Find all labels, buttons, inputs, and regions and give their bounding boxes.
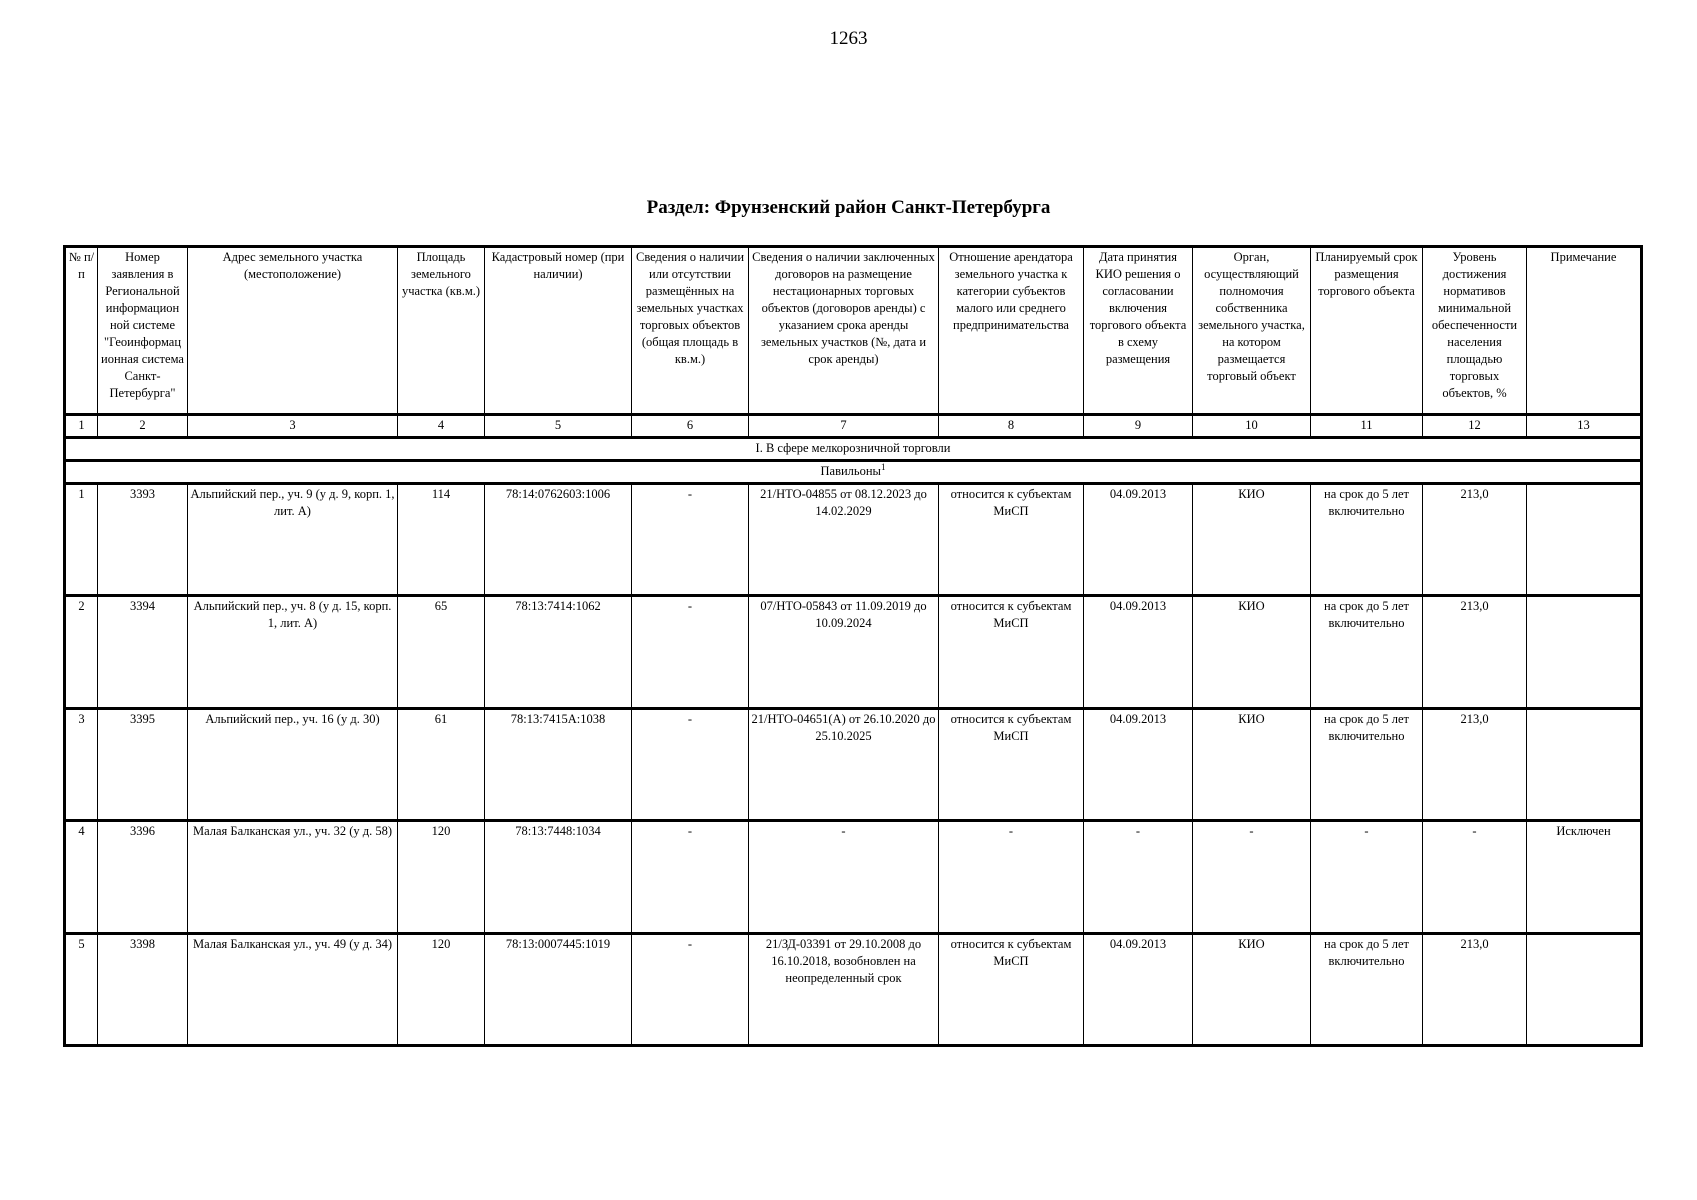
column-number: 1: [65, 414, 98, 437]
header-cell-num: № п/п: [65, 247, 98, 415]
cell-address: Малая Балканская ул., уч. 32 (у д. 58): [188, 821, 398, 933]
cell-planned-term: на срок до 5 лет включительно: [1311, 933, 1423, 1045]
cell-authority: КИО: [1193, 596, 1311, 708]
cell-existing-objects: -: [632, 596, 749, 708]
cell-row-num: 2: [65, 596, 98, 708]
section-title: Раздел: Фрунзенский район Санкт-Петербурга: [646, 197, 1051, 218]
subsection-label: Павильоны: [820, 464, 881, 479]
cell-tenant-category: относится к субъектам МиСП: [939, 483, 1084, 595]
cell-authority: -: [1193, 821, 1311, 933]
header-row: [65, 247, 1642, 415]
cell-area: 114: [398, 483, 485, 595]
cell-authority: КИО: [1193, 933, 1311, 1045]
cell-row-num: 3: [65, 708, 98, 820]
header-cell-cadastral-number: Кадастровый номер (при наличии): [485, 247, 632, 415]
header-cell-norm-level: Уровень достижения нормативов минимальной обеспеченности населения площадью торговых объектов, %: [1423, 247, 1527, 415]
cell-norm-level: 213,0: [1423, 483, 1527, 595]
cell-norm-level: 213,0: [1423, 933, 1527, 1045]
header-cell-decision-date: Дата принятия КИО решения о согласовании включения торгового объекта в схему размещения: [1084, 247, 1193, 415]
cell-contract-info: -: [749, 821, 939, 933]
cell-planned-term: на срок до 5 лет включительно: [1311, 483, 1423, 595]
column-number: 5: [485, 414, 632, 437]
table-row: [65, 933, 1642, 1045]
cell-note: [1527, 596, 1642, 708]
column-number: 2: [98, 414, 188, 437]
cell-row-num: 4: [65, 821, 98, 933]
cell-existing-objects: -: [632, 708, 749, 820]
registry-table: [63, 245, 1643, 1047]
header-cell-note: Примечание: [1527, 247, 1642, 415]
header-cell-address: Адрес земельного участка (местоположение): [188, 247, 398, 415]
cell-cadastral-number: 78:13:7448:1034: [485, 821, 632, 933]
cell-tenant-category: относится к субъектам МиСП: [939, 708, 1084, 820]
cell-tenant-category: относится к субъектам МиСП: [939, 933, 1084, 1045]
cell-contract-info: 07/НТО-05843 от 11.09.2019 до 10.09.2024: [749, 596, 939, 708]
column-number: 9: [1084, 414, 1193, 437]
cell-row-num: 5: [65, 933, 98, 1045]
table-row: [65, 596, 1642, 708]
cell-existing-objects: -: [632, 483, 749, 595]
cell-address: Альпийский пер., уч. 16 (у д. 30): [188, 708, 398, 820]
cell-authority: КИО: [1193, 708, 1311, 820]
cell-planned-term: на срок до 5 лет включительно: [1311, 596, 1423, 708]
section-heading: I. В сфере мелкорозничной торговли: [65, 437, 1642, 460]
table-row: [65, 821, 1642, 933]
footnote-marker: 1: [880, 462, 886, 473]
cell-area: 120: [398, 821, 485, 933]
table-row: [65, 483, 1642, 595]
column-number: 3: [188, 414, 398, 437]
cell-application-number: 3393: [98, 483, 188, 595]
cell-note: [1527, 483, 1642, 595]
cell-area: 61: [398, 708, 485, 820]
cell-decision-date: 04.09.2013: [1084, 483, 1193, 595]
cell-area: 65: [398, 596, 485, 708]
cell-authority: КИО: [1193, 483, 1311, 595]
cell-cadastral-number: 78:13:0007445:1019: [485, 933, 632, 1045]
cell-cadastral-number: 78:13:7415А:1038: [485, 708, 632, 820]
cell-application-number: 3398: [98, 933, 188, 1045]
column-number: 13: [1527, 414, 1642, 437]
column-number: 4: [398, 414, 485, 437]
header-cell-tenant-category: Отношение арендатора земельного участка к категории субъектов малого или среднего предпринимательства: [939, 247, 1084, 415]
cell-note: [1527, 933, 1642, 1045]
subsection-heading-row: [65, 460, 1642, 483]
cell-tenant-category: -: [939, 821, 1084, 933]
cell-existing-objects: -: [632, 933, 749, 1045]
cell-area: 120: [398, 933, 485, 1045]
cell-application-number: 3395: [98, 708, 188, 820]
column-number: 12: [1423, 414, 1527, 437]
cell-existing-objects: -: [632, 821, 749, 933]
cell-decision-date: 04.09.2013: [1084, 596, 1193, 708]
column-number-row: [65, 414, 1642, 437]
column-number: 10: [1193, 414, 1311, 437]
header-cell-authority: Орган, осуществляющий полномочия собственника земельного участка, на котором размещается торговый объект: [1193, 247, 1311, 415]
cell-decision-date: 04.09.2013: [1084, 933, 1193, 1045]
column-number: 8: [939, 414, 1084, 437]
header-cell-existing-objects: Сведения о наличии или отсутствии размещённых на земельных участках торговых объектов (общая площадь в кв.м.): [632, 247, 749, 415]
header-cell-contracts: Сведения о наличии заключенных договоров на размещение нестационарных торговых объектов (договоров аренды) с указанием срока аренды земельных участков (№, дата и срок аренды): [749, 247, 939, 415]
cell-address: Малая Балканская ул., уч. 49 (у д. 34): [188, 933, 398, 1045]
cell-address: Альпийский пер., уч. 8 (у д. 15, корп. 1, лит. А): [188, 596, 398, 708]
cell-application-number: 3394: [98, 596, 188, 708]
cell-address: Альпийский пер., уч. 9 (у д. 9, корп. 1, лит. А): [188, 483, 398, 595]
cell-contract-info: 21/НТО-04651(А) от 26.10.2020 до 25.10.2025: [749, 708, 939, 820]
cell-application-number: 3396: [98, 821, 188, 933]
subsection-heading: [65, 460, 1642, 483]
table-row: [65, 708, 1642, 820]
column-number: 7: [749, 414, 939, 437]
cell-norm-level: -: [1423, 821, 1527, 933]
cell-norm-level: 213,0: [1423, 708, 1527, 820]
cell-decision-date: 04.09.2013: [1084, 708, 1193, 820]
header-cell-planned-term: Планируемый срок размещения торгового объекта: [1311, 247, 1423, 415]
cell-decision-date: -: [1084, 821, 1193, 933]
column-number: 6: [632, 414, 749, 437]
header-cell-application-number: Номер заявления в Региональной информацион ной системе "Геоинформац ионная система Санкт-Петербурга": [98, 247, 188, 415]
cell-norm-level: 213,0: [1423, 596, 1527, 708]
section-heading-row: [65, 437, 1642, 460]
cell-tenant-category: относится к субъектам МиСП: [939, 596, 1084, 708]
cell-planned-term: на срок до 5 лет включительно: [1311, 708, 1423, 820]
cell-note: Исключен: [1527, 821, 1642, 933]
cell-cadastral-number: 78:14:0762603:1006: [485, 483, 632, 595]
page-number: 1263: [829, 28, 868, 49]
cell-planned-term: -: [1311, 821, 1423, 933]
cell-note: [1527, 708, 1642, 820]
cell-row-num: 1: [65, 483, 98, 595]
header-cell-area: Площадь земельного участка (кв.м.): [398, 247, 485, 415]
cell-contract-info: 21/ЗД-03391 от 29.10.2008 до 16.10.2018, возобновлен на неопределенный срок: [749, 933, 939, 1045]
column-number: 11: [1311, 414, 1423, 437]
cell-cadastral-number: 78:13:7414:1062: [485, 596, 632, 708]
cell-contract-info: 21/НТО-04855 от 08.12.2023 до 14.02.2029: [749, 483, 939, 595]
